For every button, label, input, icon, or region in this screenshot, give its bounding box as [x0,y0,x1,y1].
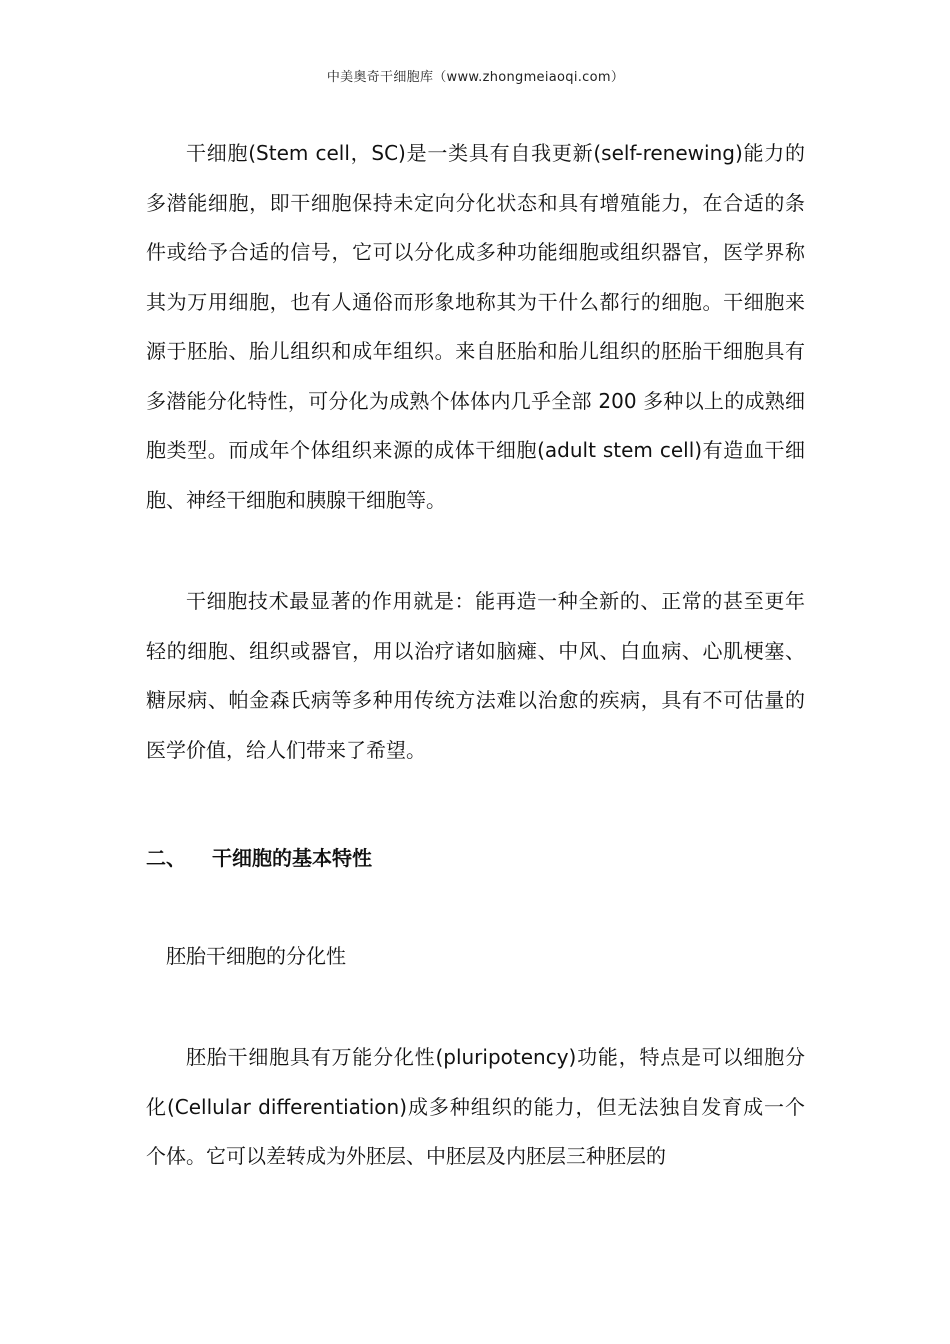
subheading-embryonic-differentiation: 胚胎干细胞的分化性 [166,944,346,968]
paragraph-embryonic-pluripotency: 胚胎干细胞具有万能分化性(pluripotency)功能，特点是可以细胞分化(Cellular differentiation)成多种组织的能力，但无法独自发育成一个个体。它可以差转成为外胚层、中胚层及内胚层三种胚层的 [146,1045,805,1168]
section-number: 二、 [146,846,186,870]
section-heading [146,841,805,875]
paragraph-stem-cell-technology: 干细胞技术最显著的作用就是：能再造一种全新的、正常的甚至更年轻的细胞、组织或器官，用以治疗诸如脑瘫、中风、白血病、心肌梗塞、糖尿病、帕金森氏病等多种用传统方法难以治愈的疾病，具有不可估量的医学价值，给人们带来了希望。 [146,589,805,762]
section-title: 干细胞的基本特性 [212,846,372,870]
page-header: 中美奥奇干细胞库（www.zhongmeiaoqi.com） [326,70,625,85]
paragraph-stem-cell-definition: 干细胞(Stem cell，SC)是一类具有自我更新(self-renewing)能力的多潜能细胞，即干细胞保持未定向分化状态和具有增殖能力，在合适的条件或给予合适的信号，它可以分化成多种功能细胞或组织器官，医学界称其为万用细胞，也有人通俗而形象地称其为干什么都行的细胞。干细胞来源于胚胎、胎儿组织和成年组织。来自胚胎和胎儿组织的胚胎干细胞具有多潜能分化特性，可分化为成熟个体体内几乎全部 200 多种以上的成熟细胞类型。而成年个体组织来源的成体干细胞(adult stem cell)有造血干细胞、神经干细胞和胰腺干细胞等。 [146,141,805,512]
